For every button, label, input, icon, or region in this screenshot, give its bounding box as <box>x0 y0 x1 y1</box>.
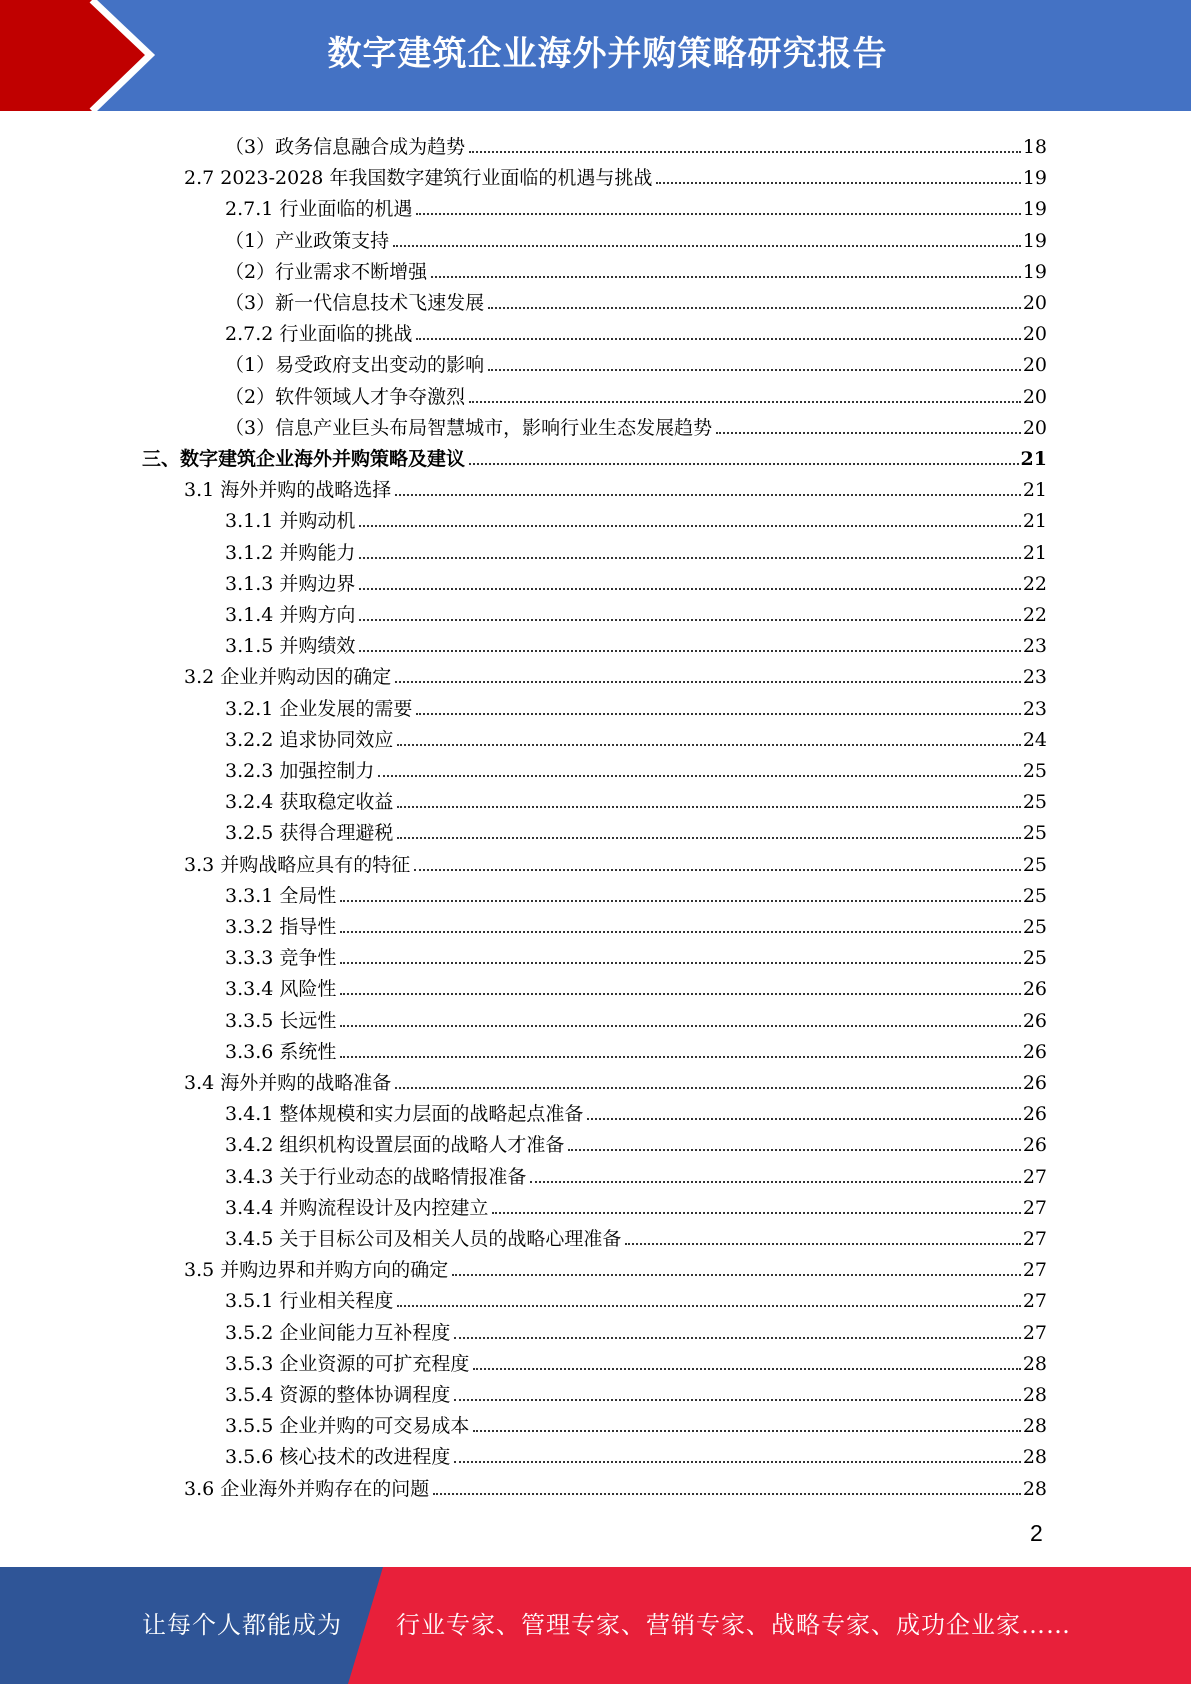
toc-dot-leader <box>492 1212 1020 1214</box>
toc-dot-leader <box>431 276 1021 278</box>
toc-entry[interactable] <box>225 627 1047 658</box>
toc-entry-page: 22 <box>1022 572 1047 595</box>
toc-entry-page: 28 <box>1022 1384 1047 1406</box>
footer-slogan-left: 让每个人都能成为 <box>142 1611 342 1639</box>
toc-entry[interactable] <box>225 1002 1047 1033</box>
toc-dot-leader <box>454 1461 1020 1463</box>
toc-entry-label: 2.7.2 行业面临的挑战 <box>225 323 413 346</box>
toc-entry[interactable] <box>225 1407 1047 1438</box>
toc-dot-leader <box>473 1368 1020 1370</box>
toc-entry[interactable] <box>225 1345 1047 1376</box>
toc-dot-leader <box>397 744 1020 746</box>
toc-entry-label: 3.5.4 资源的整体协调程度 <box>225 1384 451 1406</box>
toc-entry[interactable] <box>225 877 1047 908</box>
toc-entry-page: 23 <box>1022 666 1047 689</box>
toc-entry-label: 3.5.1 行业相关程度 <box>225 1290 394 1313</box>
toc-entry-page: 27 <box>1022 1228 1047 1250</box>
toc-entry-label: 三、数字建筑企业海外并购策略及建议 <box>142 448 466 470</box>
toc-entry-page: 28 <box>1022 1415 1047 1438</box>
toc-entry-page: 27 <box>1022 1196 1047 1219</box>
toc-dot-leader <box>359 650 1020 652</box>
toc-entry-label: （3）政务信息融合成为趋势 <box>225 136 466 158</box>
toc-entry-page: 19 <box>1022 198 1047 221</box>
toc-entry-label: 3.5 并购边界和并购方向的确定 <box>184 1259 449 1282</box>
toc-entry-label: （1）产业政策支持 <box>225 229 390 252</box>
toc-entry[interactable] <box>225 1189 1047 1220</box>
toc-entry-page: 27 <box>1022 1165 1047 1188</box>
toc-entry-label: 3.3.4 风险性 <box>225 978 337 1001</box>
toc-entry-label: 3.1.2 并购能力 <box>225 541 356 564</box>
toc-entry-page: 18 <box>1022 136 1047 158</box>
toc-dot-leader <box>359 557 1020 559</box>
toc-entry-page: 20 <box>1022 385 1047 408</box>
toc-entry-page: 28 <box>1022 1352 1047 1375</box>
toc-entry-page: 25 <box>1022 884 1047 907</box>
toc-dot-leader <box>452 1274 1021 1276</box>
toc-entry-page: 26 <box>1022 1072 1047 1094</box>
toc-entry-label: 3.1.3 并购边界 <box>225 572 356 595</box>
toc-entry-label: （2）行业需求不断增强 <box>225 260 428 283</box>
toc-dot-leader <box>359 588 1020 590</box>
toc-entry-page: 21 <box>1022 541 1047 564</box>
toc-entry-page: 19 <box>1022 229 1047 252</box>
toc-dot-leader <box>395 494 1021 496</box>
toc-entry-label: 3.3.5 长远性 <box>225 1009 337 1032</box>
toc-dot-leader <box>397 1305 1020 1307</box>
toc-entry-label: （3）新一代信息技术飞速发展 <box>225 292 485 314</box>
toc-entry-label: （1）易受政府支出变动的影响 <box>225 354 485 377</box>
toc-entry-label: 3.4.5 关于目标公司及相关人员的战略心理准备 <box>225 1228 622 1250</box>
toc-entry[interactable] <box>184 159 1047 190</box>
toc-entry-label: 3.1.5 并购绩效 <box>225 635 356 658</box>
toc-dot-leader <box>340 1056 1020 1058</box>
toc-dot-leader <box>414 869 1021 871</box>
toc-entry-page: 20 <box>1022 292 1047 314</box>
toc-entry[interactable] <box>225 253 1047 284</box>
toc-entry-page: 26 <box>1022 1134 1047 1157</box>
toc-entry-label: 3.4.3 关于行业动态的战略情报准备 <box>225 1165 527 1188</box>
toc-entry-page: 27 <box>1022 1290 1047 1313</box>
toc-entry-page: 27 <box>1022 1259 1047 1282</box>
toc-dot-leader <box>416 713 1020 715</box>
toc-dot-leader <box>469 151 1021 153</box>
toc-entry[interactable] <box>225 409 1047 440</box>
toc-dot-leader <box>473 1430 1020 1432</box>
toc-entry-label: 3.5.3 企业资源的可扩充程度 <box>225 1352 470 1375</box>
toc-entry[interactable] <box>225 502 1047 533</box>
toc-entry[interactable] <box>225 1314 1047 1345</box>
toc-dot-leader <box>656 182 1020 184</box>
toc-entry-label: 3.3.1 全局性 <box>225 884 337 907</box>
toc-entry-page: 25 <box>1022 947 1047 970</box>
toc-entry[interactable] <box>225 814 1047 845</box>
toc-entry-label: 3.5.5 企业并购的可交易成本 <box>225 1415 470 1438</box>
toc-entry-label: 3.5.6 核心技术的改进程度 <box>225 1446 451 1469</box>
toc-dot-leader <box>469 463 1019 465</box>
toc-entry-page: 27 <box>1022 1321 1047 1344</box>
toc-entry[interactable] <box>225 783 1047 814</box>
toc-entry-page: 23 <box>1022 697 1047 720</box>
toc-entry-page: 26 <box>1022 1009 1047 1032</box>
toc-entry[interactable] <box>225 1220 1047 1251</box>
toc-dot-leader <box>625 1243 1020 1245</box>
toc-entry-label: 3.3 并购战略应具有的特征 <box>184 853 411 876</box>
toc-entry-page: 21 <box>1020 448 1047 470</box>
toc-entry[interactable] <box>225 1126 1047 1157</box>
page-header <box>0 0 1191 111</box>
toc-entry-label: 3.4.2 组织机构设置层面的战略人才准备 <box>225 1134 565 1157</box>
toc-entry[interactable] <box>225 1282 1047 1313</box>
page-footer <box>0 1567 1191 1684</box>
toc-entry-page: 20 <box>1022 323 1047 346</box>
toc-entry-page: 21 <box>1022 510 1047 533</box>
toc-entry[interactable] <box>225 534 1047 565</box>
toc-entry[interactable] <box>184 1251 1047 1282</box>
toc-entry[interactable] <box>184 846 1047 877</box>
toc-entry-page: 21 <box>1022 479 1047 502</box>
toc-entry-page: 26 <box>1022 1103 1047 1126</box>
toc-entry[interactable] <box>225 1158 1047 1189</box>
toc-entry-label: 3.4.4 并购流程设计及内控建立 <box>225 1196 489 1219</box>
toc-entry[interactable] <box>225 1438 1047 1469</box>
toc-entry-label: （3）信息产业巨头布局智慧城市，影响行业生态发展趋势 <box>225 416 713 439</box>
toc-dot-leader <box>397 806 1020 808</box>
toc-entry[interactable] <box>225 752 1047 783</box>
toc-entry-page: 26 <box>1022 978 1047 1001</box>
toc-dot-leader <box>395 1087 1021 1089</box>
toc-dot-leader <box>359 619 1020 621</box>
toc-dot-leader <box>395 681 1021 683</box>
toc-dot-leader <box>530 1181 1020 1183</box>
toc-entry[interactable] <box>225 1033 1047 1064</box>
toc-entry-label: 3.1.4 并购方向 <box>225 604 356 626</box>
toc-entry-page: 25 <box>1022 822 1047 845</box>
toc-dot-leader <box>488 369 1021 371</box>
toc-entry-label: 2.7 2023-2028 年我国数字建筑行业面临的机遇与挑战 <box>184 167 653 190</box>
toc-dot-leader <box>340 931 1020 933</box>
toc-dot-leader <box>454 1337 1020 1339</box>
toc-entry-label: 3.4 海外并购的战略准备 <box>184 1072 392 1094</box>
toc-entry-label: 3.2.3 加强控制力 <box>225 760 375 782</box>
toc-dot-leader <box>568 1149 1020 1151</box>
toc-entry-label: 3.3.2 指导性 <box>225 916 337 938</box>
toc-entry[interactable] <box>225 690 1047 721</box>
toc-entry-page: 24 <box>1022 728 1047 751</box>
toc-entry[interactable] <box>225 721 1047 752</box>
toc-entry[interactable] <box>225 190 1047 221</box>
toc-entry-page: 28 <box>1022 1477 1047 1500</box>
toc-entry-page: 26 <box>1022 1040 1047 1063</box>
toc-dot-leader <box>433 1493 1021 1495</box>
toc-entry[interactable] <box>225 128 1047 159</box>
toc-entry-label: 3.3.3 竞争性 <box>225 947 337 970</box>
toc-entry-label: 2.7.1 行业面临的机遇 <box>225 198 413 221</box>
toc-entry[interactable] <box>225 222 1047 253</box>
toc-dot-leader <box>378 775 1020 777</box>
toc-entry[interactable] <box>225 970 1047 1001</box>
toc-dot-leader <box>454 1399 1020 1401</box>
toc-entry[interactable] <box>184 1064 1047 1095</box>
toc-dot-leader <box>587 1118 1020 1120</box>
toc-entry[interactable] <box>184 471 1047 502</box>
toc-entry-page: 25 <box>1022 760 1047 782</box>
toc-entry[interactable] <box>225 284 1047 315</box>
toc-entry-label: 3.1 海外并购的战略选择 <box>184 479 392 502</box>
toc-dot-leader <box>397 837 1020 839</box>
toc-dot-leader <box>416 338 1020 340</box>
toc-entry-label: 3.2 企业并购动因的确定 <box>184 666 392 689</box>
toc-entry[interactable] <box>225 1376 1047 1407</box>
toc-entry-page: 28 <box>1022 1446 1047 1469</box>
footer-slogan-right: 行业专家、管理专家、营销专家、战略专家、成功企业家…… <box>396 1611 1071 1639</box>
toc-dot-leader <box>359 525 1020 527</box>
toc-dot-leader <box>340 962 1020 964</box>
toc-dot-leader <box>488 307 1021 309</box>
toc-dot-leader <box>340 900 1020 902</box>
toc-entry[interactable] <box>184 1470 1047 1501</box>
toc-entry-page: 25 <box>1022 791 1047 814</box>
document-title: 数字建筑企业海外并购策略研究报告 <box>327 34 888 74</box>
toc-entry-label: 3.2.2 追求协同效应 <box>225 728 394 751</box>
toc-entry-label: 3.2.5 获得合理避税 <box>225 822 394 845</box>
toc-dot-leader <box>393 245 1021 247</box>
page-number: 2 <box>1030 1520 1043 1546</box>
toc-entry-page: 23 <box>1022 635 1047 658</box>
toc-entry-page: 19 <box>1022 260 1047 283</box>
toc-entry-page: 25 <box>1022 916 1047 938</box>
toc-dot-leader <box>416 213 1020 215</box>
toc-dot-leader <box>469 401 1021 403</box>
toc-entry-label: 3.1.1 并购动机 <box>225 510 356 533</box>
toc-entry[interactable] <box>225 378 1047 409</box>
toc-entry-label: （2）软件领域人才争夺激烈 <box>225 385 466 408</box>
toc-entry[interactable] <box>225 315 1047 346</box>
toc-entry-page: 25 <box>1022 853 1047 876</box>
toc-entry[interactable] <box>225 596 1047 627</box>
toc-entry-label: 3.3.6 系统性 <box>225 1040 337 1063</box>
toc-entry[interactable] <box>225 346 1047 377</box>
toc-entry-page: 22 <box>1022 604 1047 626</box>
toc-entry[interactable] <box>184 658 1047 689</box>
toc-entry[interactable] <box>225 939 1047 970</box>
toc-dot-leader <box>340 993 1020 995</box>
toc-entry-page: 20 <box>1022 354 1047 377</box>
toc-entry-label: 3.5.2 企业间能力互补程度 <box>225 1321 451 1344</box>
toc-entry-page: 20 <box>1022 416 1047 439</box>
toc-entry-label: 3.2.1 企业发展的需要 <box>225 697 413 720</box>
toc-entry-page: 19 <box>1022 167 1047 190</box>
toc-entry-label: 3.6 企业海外并购存在的问题 <box>184 1477 430 1500</box>
toc-dot-leader <box>716 432 1021 434</box>
toc-entry[interactable] <box>225 1095 1047 1126</box>
toc-entry[interactable] <box>142 440 1047 471</box>
toc-entry-label: 3.2.4 获取稳定收益 <box>225 791 394 814</box>
toc-dot-leader <box>340 1025 1020 1027</box>
toc-entry[interactable] <box>225 565 1047 596</box>
toc-entry[interactable] <box>225 908 1047 939</box>
toc-entry-label: 3.4.1 整体规模和实力层面的战略起点准备 <box>225 1103 584 1126</box>
